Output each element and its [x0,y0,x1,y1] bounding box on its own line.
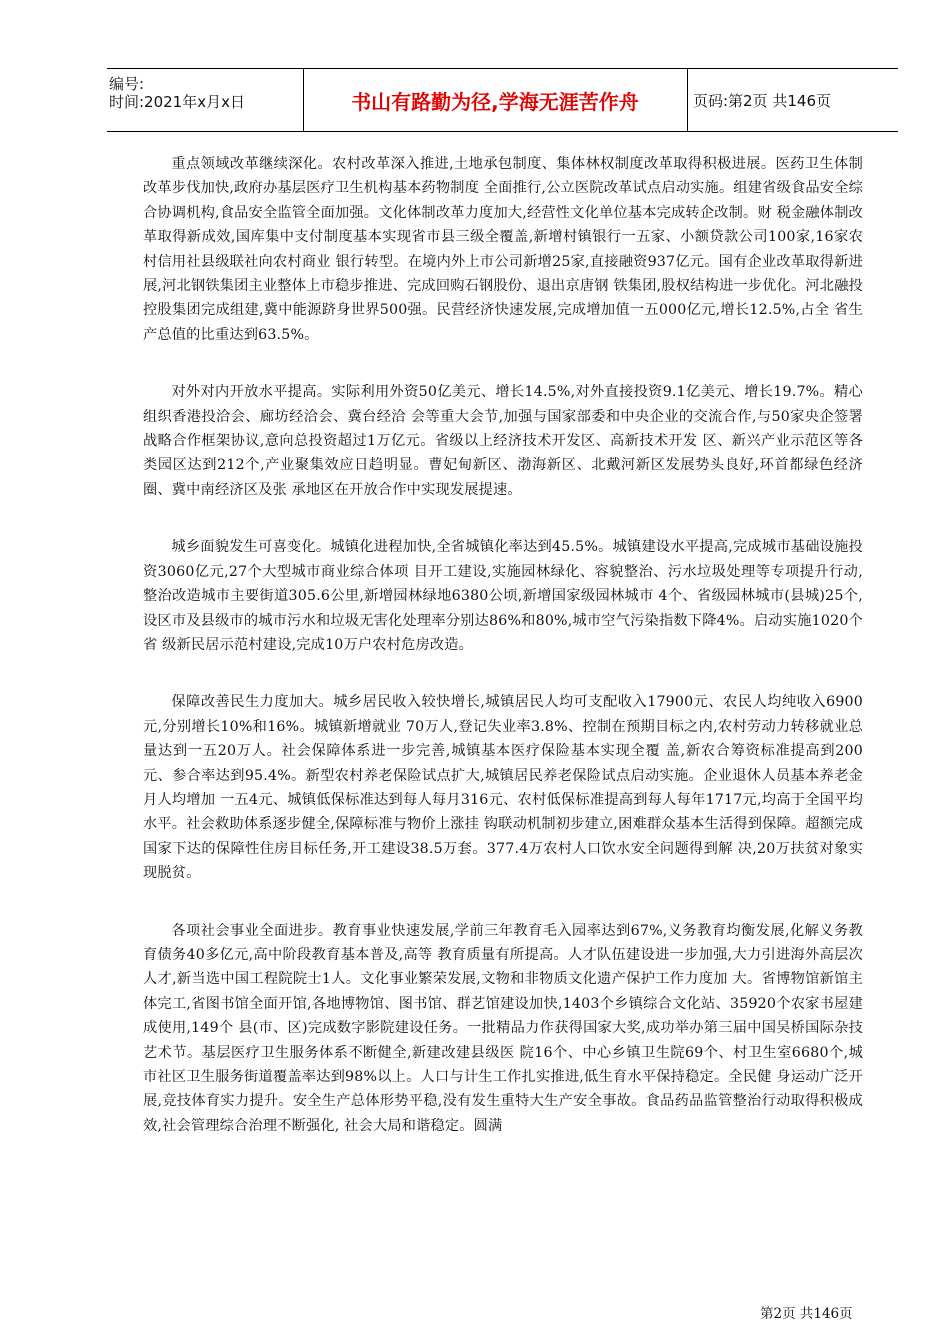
document-date-label: 时间:2021年x月x日 [109,93,245,111]
paragraph-opening-up: 对外对内开放水平提高。实际利用外资50亿美元、增长14.5%,对外直接投资9.1亿美元、增长19.7%。精心组织香港投洽会、廊坊经洽会、冀台经洽 会等重大会节,加强与国家部委和中央企业的交流合作,与50家央企签署战略合作框架协议,意向总投资超过1万亿元。省级以上经济技术开发区、高新技术开发 区、新兴产业示范区等各类园区达到212个,产业聚集效应日趋明显。曹妃甸新区、渤海新区、北戴河新区发展势头良好,环首都绿色经济圈、冀中南经济区及张 承地区在开放合作中实现发展提速。 [143,384,863,498]
header-motto-cell [303,69,688,131]
paragraph-social-affairs: 各项社会事业全面进步。教育事业快速发展,学前三年教育毛入园率达到67%,义务教育均衡发展,化解义务教育债务40多亿元,高中阶段教育基本普及,高等 教育质量有所提高。人才队伍建设进一步加强,大力引进海外高层次人才,新当选中国工程院院士1人。文化事业繁荣发展,文物和非物质文化遗产保护工作力度加 大。省博物馆新馆主体完工,省图书馆全面开馆,各地博物馆、图书馆、群艺馆建设加快,1403个乡镇综合文化站、35920个农家书屋建成使用,149个 县(市、区)完成数字影院建设任务。一批精品力作获得国家大奖,成功举办第三届中国吴桥国际杂技艺术节。基层医疗卫生服务体系不断健全,新建改建县级医 院16个、中心乡镇卫生院69个、村卫生室6680个,城市社区卫生服务街道覆盖率达到98%以上。人口与计生工作扎实推进,低生育水平保持稳定。全民健 身运动广泛开展,竞技体育实力提升。安全生产总体形势平稳,没有发生重特大生产安全事故。食品药品监管整治行动取得积极成效,社会管理综合治理不断强化, 社会大局和谐稳定。圆满 [143,922,863,1134]
header-info-cell [107,69,304,131]
paragraph-urban-rural: 城乡面貌发生可喜变化。城镇化进程加快,全省城镇化率达到45.5%。城镇建设水平提高,完成城市基础设施投资3060亿元,27个大型城市商业综合体项 目开工建设,实施园林绿化、容貌整治、污水垃圾处理等专项提升行动,整治改造城市主要街道305.6公里,新增园林绿地6380公顷,新增国家级园林城市 4个、省级园林城市(县城)25个,设区市及县级市的城市污水和垃圾无害化处理率分别达86%和80%,城市空气污染指数下降4%。启动实施1020个省 级新民居示范村建设,完成10万户农村危房改造。 [143,539,863,653]
paragraph-reform: 重点领域改革继续深化。农村改革深入推进,土地承包制度、集体林权制度改革取得积极进展。医药卫生体制改革步伐加快,政府办基层医疗卫生机构基本药物制度 全面推行,公立医院改革试点启动实施。组建省级食品安全综合协调机构,食品安全监管全面加强。文化体制改革力度加大,经营性文化单位基本完成转企改制。财 税金融体制改革取得新成效,国库集中支付制度基本实现省市县三级全覆盖,新增村镇银行一五家、小额贷款公司100家,16家农村信用社县级联社向农村商业 银行转型。在境内外上市公司新增25家,直接融资937亿元。国有企业改革取得新进展,河北钢铁集团主业整体上市稳步推进、完成回购石钢股份、退出京唐钢 铁集团,股权结构进一步优化。河北融投控股集团完成组建,冀中能源跻身世界500强。民营经济快速发展,完成增加值一五000亿元,增长12.5%,占全 省生产总值的比重达到63.5%。 [143,156,863,343]
document-number-label: 编号: [109,75,145,93]
header-page-cell [687,69,898,131]
page-footer: 第2页 共146页 [760,1306,853,1322]
page-header [107,68,898,132]
paragraph-livelihood: 保障改善民生力度加大。城乡居民收入较快增长,城镇居民人均可支配收入17900元、农民人均纯收入6900元,分别增长10%和16%。城镇新增就业 70万人,登记失业率3.8%、控制在预期目标之内,农村劳动力转移就业总量达到一五20万人。社会保障体系进一步完善,城镇基本医疗保险基本实现全覆 盖,新农合筹资标准提高到200元、参合率达到95.4%。新型农村养老保险试点扩大,城镇居民养老保险试点启动实施。企业退休人员基本养老金月人均增加 一五4元、城镇低保标准达到每人每月316元、农村低保标准提高到每人每年1717元,均高于全国平均水平。社会救助体系逐步健全,保障标准与物价上涨挂 钩联动机制初步建立,困难群众基本生活得到保障。超额完成国家下达的保障性住房目标任务,开工建设38.5万套。377.4万农村人口饮水安全问题得到解 决,20万扶贫对象实现脱贫。 [143,694,863,882]
motto-text: 书山有路勤为径,学海无涯苦作舟 [351,89,639,114]
body-text [143,152,863,1171]
page-code: 页码:第2页 共146页 [693,91,831,110]
